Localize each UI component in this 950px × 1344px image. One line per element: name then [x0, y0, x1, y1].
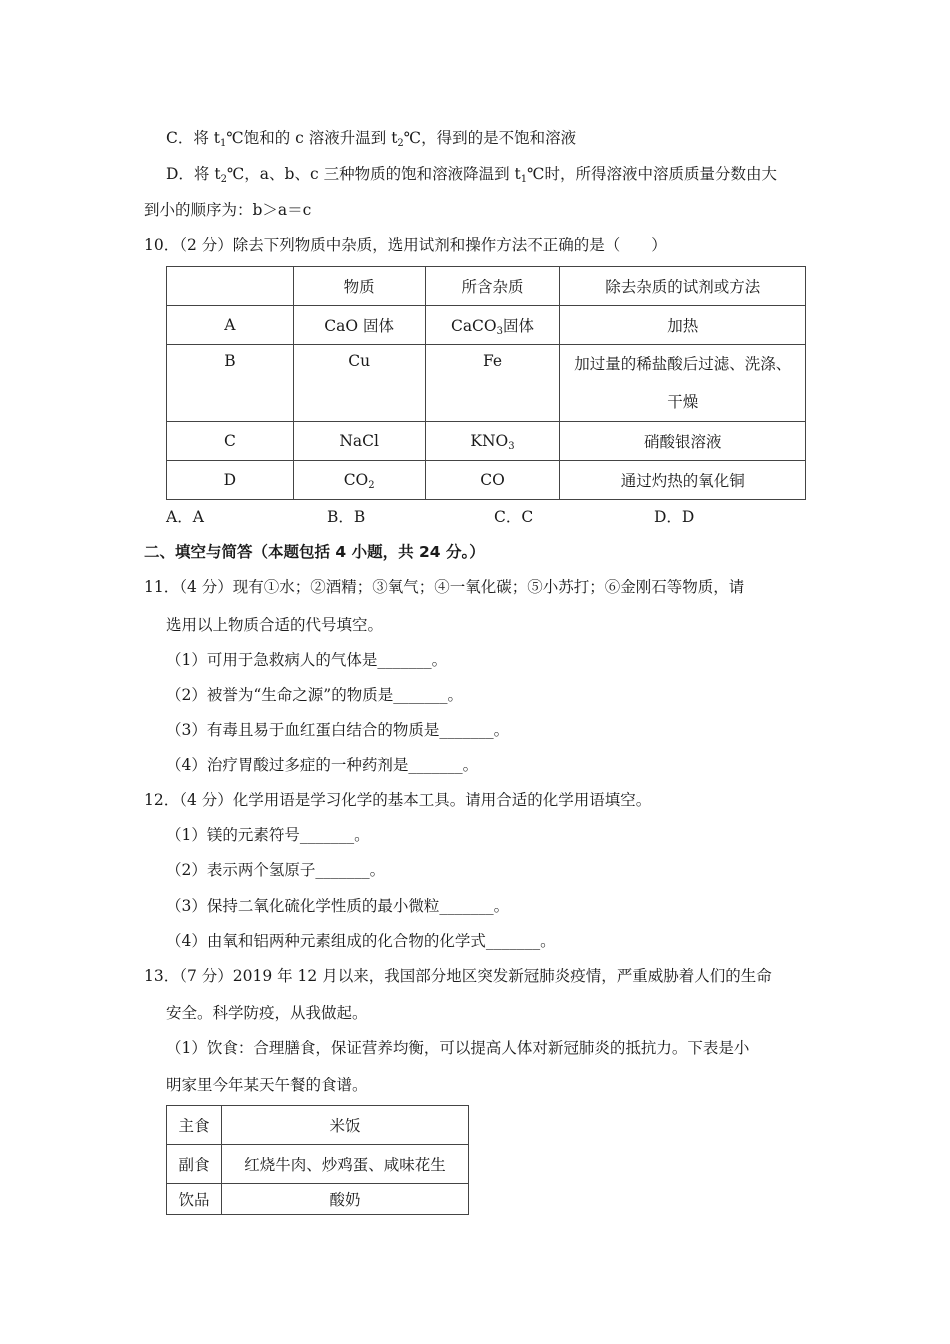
row-label: C	[167, 422, 294, 461]
menu-value: 红烧牛肉、炒鸡蛋、咸味花生	[222, 1145, 469, 1184]
q10-option-c: C．C	[494, 508, 534, 526]
header-cell: 物质	[293, 267, 425, 306]
substance-cell: CaO 固体	[293, 306, 425, 345]
q13-subquestion: （1）饮食：合理膳食，保证营养均衡，可以提高人体对新冠肺炎的抵抗力。下表是小	[166, 1039, 750, 1057]
menu-category: 主食	[167, 1106, 222, 1145]
row-label: D	[167, 461, 294, 500]
impurity-cell: CaCO$_3$固体	[425, 306, 560, 345]
impurity-cell: Fe	[425, 345, 560, 422]
q9-option-d: D．将 $t_2℃$，a、b、c 三种物质的饱和溶液降温到 $t_1℃$时，所得溶液中溶质质量分数由大	[166, 165, 777, 185]
impurity-cell: CO	[425, 461, 560, 500]
substance-cell: $CO_2$	[293, 461, 425, 500]
q10-option-b: B．B	[327, 508, 366, 526]
table-row	[167, 1106, 469, 1145]
row-label: B	[167, 345, 294, 422]
q13-subquestion-continued: 明家里今年某天午餐的食谱。	[166, 1076, 368, 1094]
menu-category: 饮品	[167, 1184, 222, 1215]
table-row	[167, 306, 806, 345]
q9-option-c: C．将 $t_1℃$饱和的 c 溶液升温到 $t_2℃$，得到的是不饱和溶液	[166, 129, 577, 149]
header-cell	[167, 267, 294, 306]
menu-table	[166, 1105, 469, 1215]
q11-item: （4）治疗胃酸过多症的一种药剂是_______。	[166, 756, 479, 774]
q11-stem: 11．（4 分）现有①水；②酒精；③氧气；④一氧化碳；⑤小苏打；⑥金刚石等物质，请	[144, 578, 745, 596]
table-header-row	[167, 267, 806, 306]
menu-value: 米饭	[222, 1106, 469, 1145]
method-cell: 通过灼热的氧化铜	[560, 461, 806, 500]
table-row	[167, 1184, 469, 1215]
table-row	[167, 345, 806, 422]
substance-cell: Cu	[293, 345, 425, 422]
q12-item: （4）由氧和铝两种元素组成的化合物的化学式_______。	[166, 932, 556, 950]
q10-table	[166, 266, 806, 500]
q10-option-a: A．A	[166, 508, 204, 526]
q10-stem: 10．（2 分）除去下列物质中杂质，选用试剂和操作方法不正确的是（ ）	[144, 236, 667, 254]
substance-cell: NaCl	[293, 422, 425, 461]
q9-option-d-continued: 到小的顺序为：b＞a＝c	[144, 201, 312, 219]
header-cell: 所含杂质	[425, 267, 560, 306]
menu-category: 副食	[167, 1145, 222, 1184]
impurity-cell: $KNO_3$	[425, 422, 560, 461]
q12-item: （2）表示两个氢原子_______。	[166, 861, 386, 879]
q11-item: （3）有毒且易于血红蛋白结合的物质是_______。	[166, 721, 510, 739]
q11-item: （2）被誉为“生命之源”的物质是_______。	[166, 686, 463, 704]
q13-stem: 13．（7 分）2019 年 12 月以来，我国部分地区突发新冠肺炎疫情，严重威胁着人们的生命	[144, 967, 772, 985]
table-row	[167, 461, 806, 500]
row-label: A	[167, 306, 294, 345]
method-cell: 加过量的稀盐酸后过滤、洗涤、 干燥	[560, 345, 806, 422]
method-cell: 加热	[560, 306, 806, 345]
table-row	[167, 422, 806, 461]
q11-stem-continued: 选用以上物质合适的代号填空。	[166, 616, 384, 634]
q10-option-d: D．D	[654, 508, 695, 526]
q12-stem: 12．（4 分）化学用语是学习化学的基本工具。请用合适的化学用语填空。	[144, 791, 652, 809]
q13-stem-continued: 安全。科学防疫，从我做起。	[166, 1004, 368, 1022]
table-row	[167, 1145, 469, 1184]
q11-item: （1）可用于急救病人的气体是_______。	[166, 651, 448, 669]
q12-item: （3）保持二氧化硫化学性质的最小微粒_______。	[166, 897, 510, 915]
section-heading: 二、填空与简答（本题包括 4 小题，共 24 分。）	[144, 543, 485, 561]
q12-item: （1）镁的元素符号_______。	[166, 826, 370, 844]
header-cell: 除去杂质的试剂或方法	[560, 267, 806, 306]
method-cell: 硝酸银溶液	[560, 422, 806, 461]
menu-value: 酸奶	[222, 1184, 469, 1215]
